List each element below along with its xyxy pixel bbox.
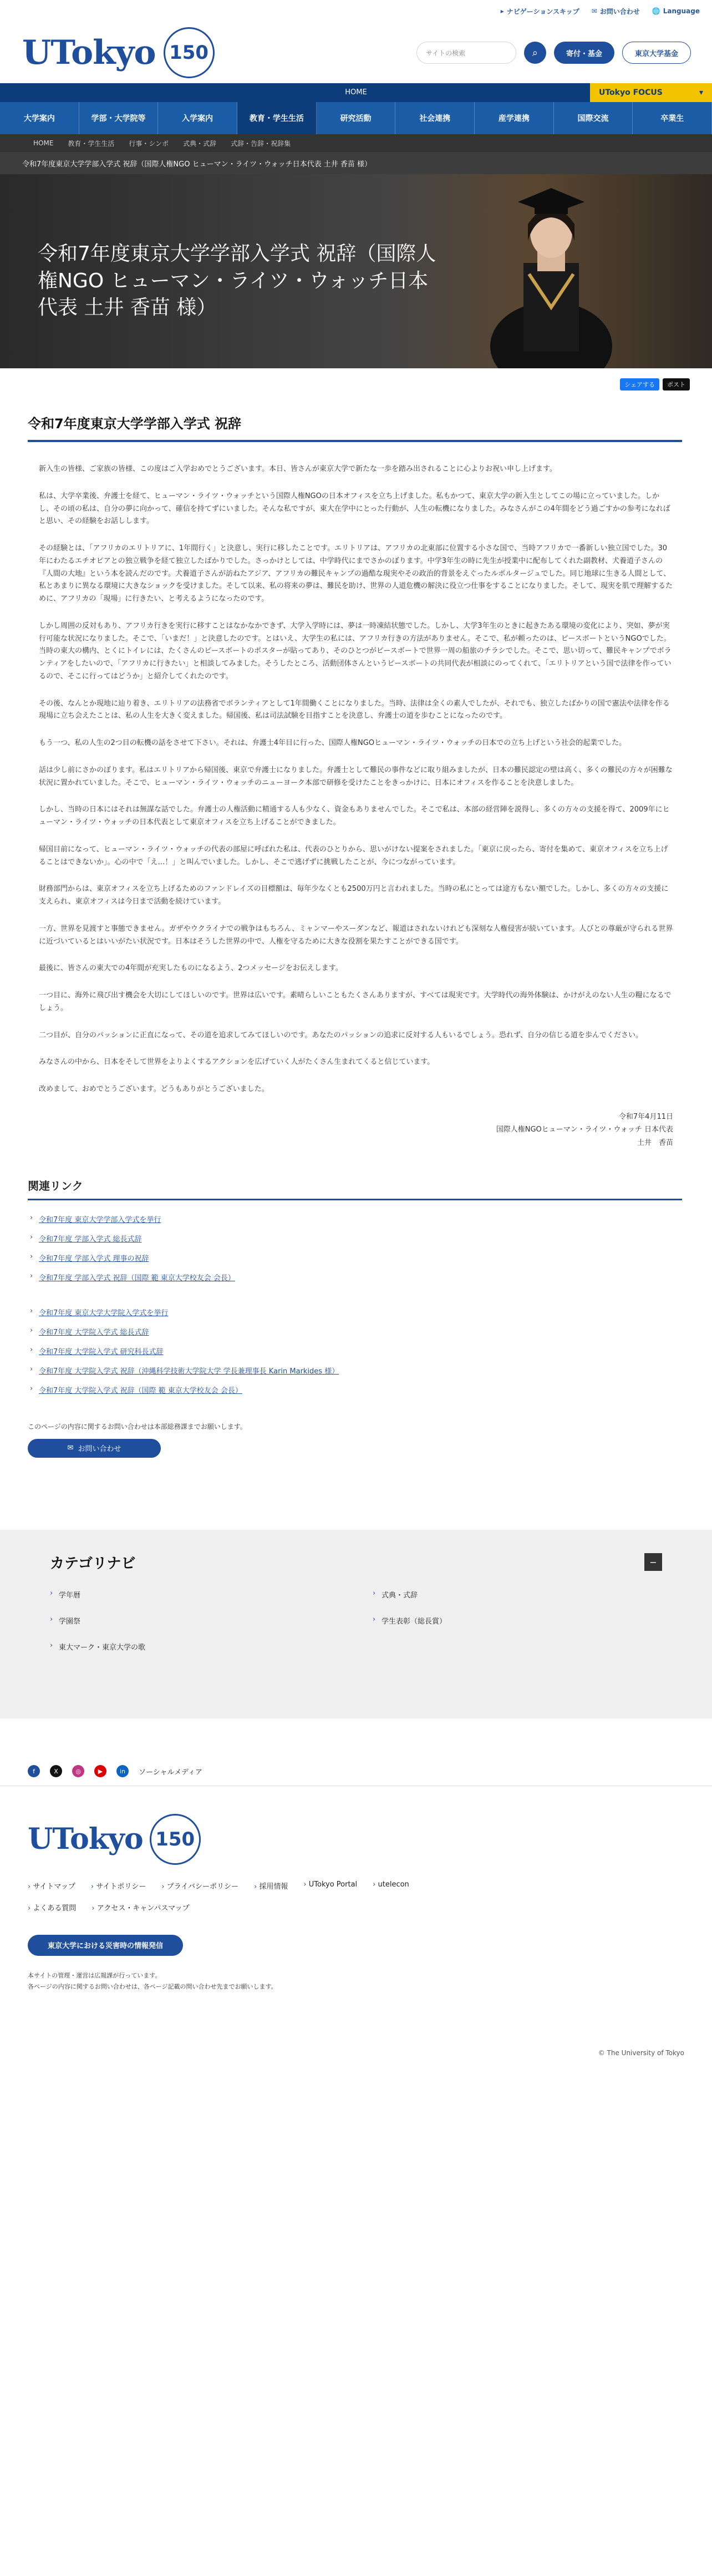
skip-nav-link[interactable]: ▸ ナビゲーションスキップ bbox=[500, 7, 579, 16]
nav-item[interactable]: 国際交流 bbox=[554, 102, 633, 134]
category-link[interactable]: › 学年暦 bbox=[50, 1589, 339, 1600]
category-link[interactable]: › 東大マーク・東京大学の歌 bbox=[50, 1641, 339, 1652]
breadcrumb bbox=[0, 134, 712, 152]
hero-title: 令和7年度東京大学学部入学式 祝辞（国際人権NGO ヒューマン・ライツ・ウォッチ日本代表 土井 香苗 様） bbox=[38, 242, 436, 320]
nav-item[interactable]: 研究活動 bbox=[317, 102, 396, 134]
signature-block bbox=[39, 1110, 673, 1149]
footer-logo[interactable]: UTokyo 150 bbox=[28, 1814, 684, 1865]
mail-icon: ✉ bbox=[67, 1444, 74, 1453]
related-link[interactable]: › 令和7年度 学部入学式 理事の祝辞 bbox=[28, 1248, 684, 1267]
footer-link[interactable]: › プライバシーポリシー bbox=[161, 1880, 238, 1891]
global-nav bbox=[0, 102, 712, 134]
main-content bbox=[0, 391, 712, 1458]
breadcrumb-current-title: 令和7年度東京大学学部入学式 祝辞（国際人権NGO ヒューマン・ライツ・ウォッチ日本代表 土井 香苗 様） bbox=[0, 152, 712, 174]
related-link[interactable]: › 令和7年度 大学院入学式 研究科長式辞 bbox=[28, 1341, 684, 1361]
social-media-label[interactable]: ソーシャルメディア bbox=[139, 1768, 203, 1777]
related-links-list bbox=[28, 1209, 684, 1399]
signature-name: 土井 香苗 bbox=[637, 1138, 673, 1147]
site-header bbox=[0, 22, 712, 83]
speech-paragraph: 帰国目前になって、ヒューマン・ライツ・ウォッチの代表の部屋に呼ばれた私は、代表のひとりから、思いがけない提案をされました。「東京に戻ったら、寄付を集めて、東京オフィスを立ち上げることはできないか」。心の中で「え…！」と叫んでいました。しかし、そこで逃げずに挑戦したことが、今につながっています。 bbox=[39, 845, 668, 866]
speech-paragraph: 新入生の皆様、ご家族の皆様、この度はご入学おめでとうございます。本日、皆さんが東京大学で新たな一歩を踏み出されることに心よりお祝い申し上げます。 bbox=[39, 465, 557, 473]
chevron-down-icon: ▾ bbox=[699, 88, 703, 97]
social-bar bbox=[0, 1757, 712, 1786]
related-link[interactable]: › 令和7年度 東京大学学部入学式を挙行 bbox=[28, 1209, 684, 1229]
minus-icon: − bbox=[649, 1556, 657, 1568]
speech-paragraph: もう一つ、私の人生の2つ目の転機の話をさせて下さい。それは、弁護士4年目に行った、国際人権NGOヒューマン・ライツ・ウォッチの日本での立ち上げという社会的起業でした。 bbox=[39, 739, 627, 747]
footer-note: 本サイトの管理・運営は広報課が行っています。 bbox=[28, 1971, 161, 1979]
footer-link[interactable]: › utelecon bbox=[373, 1880, 409, 1891]
category-nav-heading: カテゴリナビ bbox=[50, 1555, 136, 1572]
footer-links bbox=[28, 1880, 416, 1913]
nav-item[interactable]: 学部・大学院等 bbox=[79, 102, 159, 134]
contact-link[interactable]: ✉ お問い合わせ bbox=[591, 7, 640, 16]
collapse-toggle-button[interactable] bbox=[644, 1553, 662, 1571]
category-nav bbox=[0, 1530, 712, 1718]
anniversary-emblem: 150 bbox=[164, 27, 215, 78]
footer-link[interactable]: › 採用情報 bbox=[254, 1880, 288, 1891]
category-link[interactable]: › 学園祭 bbox=[50, 1615, 339, 1626]
related-links-section bbox=[28, 1177, 684, 1399]
speech-paragraph: 二つ目が、自分のパッションに正直になって、その道を追求してみてほしいのです。あなたのパッションの追求に反対する人もいるでしょう。恐れず、自分の信じる道を歩んでください。 bbox=[39, 1031, 643, 1039]
donation-button[interactable]: 寄付・基金 bbox=[554, 42, 614, 64]
breadcrumb-item[interactable]: 式典・式辞 bbox=[183, 139, 217, 148]
giving-button[interactable]: 東京大学基金 bbox=[622, 42, 691, 64]
nav-item[interactable]: 卒業生 bbox=[633, 102, 712, 134]
youtube-icon[interactable]: ▶ bbox=[94, 1765, 106, 1777]
nav-item[interactable]: 入学案内 bbox=[158, 102, 237, 134]
utility-bar bbox=[0, 0, 712, 22]
nav-home-link[interactable]: HOME bbox=[345, 88, 367, 97]
linkedin-icon[interactable]: in bbox=[116, 1765, 129, 1777]
disaster-info-button[interactable]: 東京大学における災害時の情報発信 bbox=[28, 1935, 183, 1956]
search-input[interactable]: サイトの検索 bbox=[416, 42, 516, 64]
breadcrumb-item[interactable]: 行事・シンポ bbox=[129, 139, 169, 148]
utokyo-focus-link[interactable]: UTokyo FOCUS ▾ bbox=[590, 83, 712, 102]
footer-link[interactable]: › サイトマップ bbox=[28, 1880, 75, 1891]
related-heading: 関連リンク bbox=[28, 1177, 682, 1200]
contact-button[interactable]: ✉ お問い合わせ bbox=[28, 1439, 161, 1458]
search-icon: ⌕ bbox=[532, 47, 538, 59]
copyright: © The University of Tokyo bbox=[598, 2048, 684, 2057]
hero-banner bbox=[0, 174, 712, 368]
speaker-photo bbox=[490, 180, 612, 368]
nav-top-bar bbox=[0, 83, 712, 102]
footer-link[interactable]: › よくある質問 bbox=[28, 1902, 76, 1913]
speech-paragraph: 話は少し前にさかのぼります。私はエリトリアから帰国後、東京で弁護士になりました。弁護士として難民の事件などに取り組みましたが、日本の難民認定の壁は高く、多くの難民の方々が困難な状況に置かれていました。そこで、ヒューマン・ライツ・ウォッチのニューヨーク本部で研修を受けたことをきっかけに、日本にオフィスを作ることを決意しました。 bbox=[39, 765, 673, 787]
category-link[interactable]: › 式典・式辞 bbox=[373, 1589, 662, 1600]
related-link[interactable]: › 令和7年度 大学院入学式 総長式辞 bbox=[28, 1322, 684, 1341]
nav-item[interactable]: 大学案内 bbox=[0, 102, 79, 134]
breadcrumb-item[interactable]: 教育・学生生活 bbox=[68, 139, 115, 148]
footer-notes bbox=[28, 1970, 684, 1992]
category-link[interactable]: › 学生表彰（総長賞） bbox=[373, 1615, 662, 1626]
related-link[interactable]: › 令和7年度 大学院入学式 祝辞（沖縄科学技術大学院大学 学長兼理事長 Karin Markides 様） bbox=[28, 1361, 684, 1380]
article-title: 令和7年度東京大学学部入学式 祝辞 bbox=[28, 413, 682, 442]
related-link[interactable]: › 令和7年度 大学院入学式 祝辞（国際 範 東京大学校友会 会長） bbox=[28, 1380, 684, 1399]
x-icon[interactable]: X bbox=[50, 1765, 62, 1777]
share-bar bbox=[0, 368, 712, 391]
facebook-share-button[interactable]: シェアする bbox=[620, 378, 659, 391]
speech-paragraph: しかし、当時の日本にはそれは無謀な話でした。弁護士の人権活動に精通する人も少なく、資金もありませんでした。そこで私は、本部の経営陣を説得し、多くの方々の支援を得て、2009年にヒューマン・ライツ・ウォッチの日本代表として東京オフィスを立ち上げることができました。 bbox=[39, 805, 670, 826]
logo-wordmark: UTokyo bbox=[22, 33, 156, 72]
related-link[interactable]: › 令和7年度 学部入学式 総長式辞 bbox=[28, 1229, 684, 1248]
speech-body bbox=[28, 463, 684, 1149]
instagram-icon[interactable]: ◎ bbox=[72, 1765, 84, 1777]
contact-section bbox=[28, 1422, 684, 1458]
nav-item-active[interactable]: 教育・学生生活 bbox=[237, 102, 317, 134]
footer-link[interactable]: › アクセス・キャンパスマップ bbox=[91, 1902, 189, 1913]
site-logo[interactable] bbox=[22, 27, 215, 78]
speech-paragraph: その後、なんとか現地に辿り着き、エリトリアの法務省でボランティアとして1年間働くことになりました。当時、法律は全くの素人でしたが、それでも、独立したばかりの国で憲法や法律を作る現場に立ち会えたことは、私の人生を大きく変えました。帰国後、私は司法試験を目指すことを決意し、弁護士の道を歩むことになったのです。 bbox=[39, 699, 670, 721]
x-post-button[interactable]: ポスト bbox=[663, 378, 690, 391]
search-button[interactable] bbox=[524, 42, 546, 64]
speech-paragraph: 改めまして、おめでとうございます。どうもありがとうございました。 bbox=[39, 1085, 269, 1093]
signature-date: 令和7年4月11日 bbox=[618, 1112, 673, 1121]
footer-link[interactable]: › UTokyo Portal bbox=[303, 1880, 357, 1891]
facebook-icon[interactable]: f bbox=[28, 1765, 40, 1777]
nav-item[interactable]: 社会連携 bbox=[395, 102, 475, 134]
site-footer bbox=[0, 1786, 712, 2079]
speech-paragraph: 一方、世界を見渡すと事態できません。ガザやウクライナでの戦争はもちろん、ミャンマーやスーダンなど、報道はされないけれども深刻な人権侵害が続いています。人びとの尊厳が守られる世界に近づいているとはいいがたい状況です。日本はそうした世界の中で、人権を守るために大きな役割を果たすことができる国です。 bbox=[39, 924, 673, 946]
nav-item[interactable]: 産学連携 bbox=[475, 102, 554, 134]
speech-paragraph: 一つ目に、海外に飛び出す機会を大切にしてほしいのです。世界は広いです。素晴らしいこともたくさんありますが、すべては現実です。大学時代の海外体験は、かけがえのない人生の糧になるでしょう。 bbox=[39, 991, 672, 1012]
footer-note: 各ページの内容に関するお問い合わせは、各ページ記載の問い合わせ先までお願いします。 bbox=[28, 1982, 277, 1990]
speech-paragraph: 最後に、皆さんの東大での4年間が充実したものになるよう、2つメッセージをお伝えします。 bbox=[39, 964, 343, 973]
signature-org: 国際人権NGOヒューマン・ライツ・ウォッチ 日本代表 bbox=[496, 1125, 673, 1134]
speech-paragraph: しかし周囲の反対もあり、アフリカ行きを実行に移すことはなかなかできず、大学入学時には、夢は一時凍結状態でした。しかし、大学3年生のときに起きたある環境の変化により、突如、夢が実行可能な状況になりました。そこで、「いまだ！」と決意したのです。とはいえ、大学生の私には、アフリカ行きの方法がありません。そこで、私が頼ったのは、ピースボートというNGOでした。当時の東大の構内、とくにトイレには、たくさんのピースボートのポスターが貼ってあり、そのひとつがピースボートで世界一周の船旅のチラシでした。そこで、思い切って、難民キャンプでボランティアをしたいので、「アフリカに行きたい」と相談してみました。そうしたところ、活動団体さんというピースボートの共同代表が相談にのってくれて、「エリトリアという国で法律を作っているので、そこに行ってはどうか」と紹介してくれたのです。 bbox=[39, 621, 672, 681]
speech-paragraph: その経験とは、「アフリカのエリトリアに、1年間行く」と決意し、実行に移したことです。エリトリアは、アフリカの北東部に位置する小さな国で、当時アフリカで一番新しい独立国でした。30年にわたるエチオピアとの独立戦争を経て独立したばかりでした。さっかけとしては、中学時代にまでさかのぼります。中学3年生の時に先生が授業中に配布してくれた副教材、犬養道子さんの『人間の大地』という本を読んだのです。犬養道子さんが訪ねたアジア、アフリカの難民キャンプの過酷な現実やその政治的背景をえぐったルポルタージュでした。同じ地球に生きる人間として、私とあまりに異なる環境に大きなショックを受けました。そして以来、私の将来の夢は、難民を助け、世界の人道危機の解決に役立つ仕事をすることになりました。そして、現実を肌で理解するために、アフリカの「現場」に行きたい、と考えるようになったのです。 bbox=[39, 544, 673, 603]
footer-link[interactable]: › サイトポリシー bbox=[91, 1880, 146, 1891]
related-link[interactable]: › 令和7年度 学部入学式 祝辞（国際 範 東京大学校友会 会長） bbox=[28, 1267, 684, 1287]
breadcrumb-item[interactable]: 式辞・告辞・祝辞集 bbox=[231, 139, 291, 148]
speech-paragraph: みなさんの中から、日本をそして世界をよりよくするアクションを広げていく人がたくさん生まれてくると信じています。 bbox=[39, 1058, 435, 1067]
speech-paragraph: 財務部門からは、東京オフィスを立ち上げるためのファンドレイズの目標額は、毎年少なくとも2500万円と言われました。当時の私にとっては途方もない額でした。しかし、多くの方々の支援に支えられ、東京オフィスは今日まで活動を続けています。 bbox=[39, 885, 669, 906]
breadcrumb-item[interactable]: HOME bbox=[33, 139, 54, 147]
related-link[interactable]: › 令和7年度 東京大学大学院入学式を挙行 bbox=[28, 1302, 684, 1322]
anniversary-emblem: 150 bbox=[150, 1814, 201, 1865]
contact-note: このページの内容に関するお問い合わせは本部総務課までお願いします。 bbox=[28, 1422, 247, 1431]
speech-paragraph: 私は、大学卒業後、弁護士を経て、ヒューマン・ライツ・ウォッチという国際人権NGOの日本オフィスを立ち上げました。私もかつて、東京大学の新入生としてこの場に立っていました。しかし、その頃の私は、自分の夢に向かって、確信を持てずにいました。そんな私ですが、東大在学中にとった行動が、人生の転機になりました。みなさんがこの4年間をどう過ごすかの参考になればと思い、その経験をお話しします。 bbox=[39, 491, 670, 526]
language-link[interactable]: 🌐 Language bbox=[652, 7, 700, 15]
